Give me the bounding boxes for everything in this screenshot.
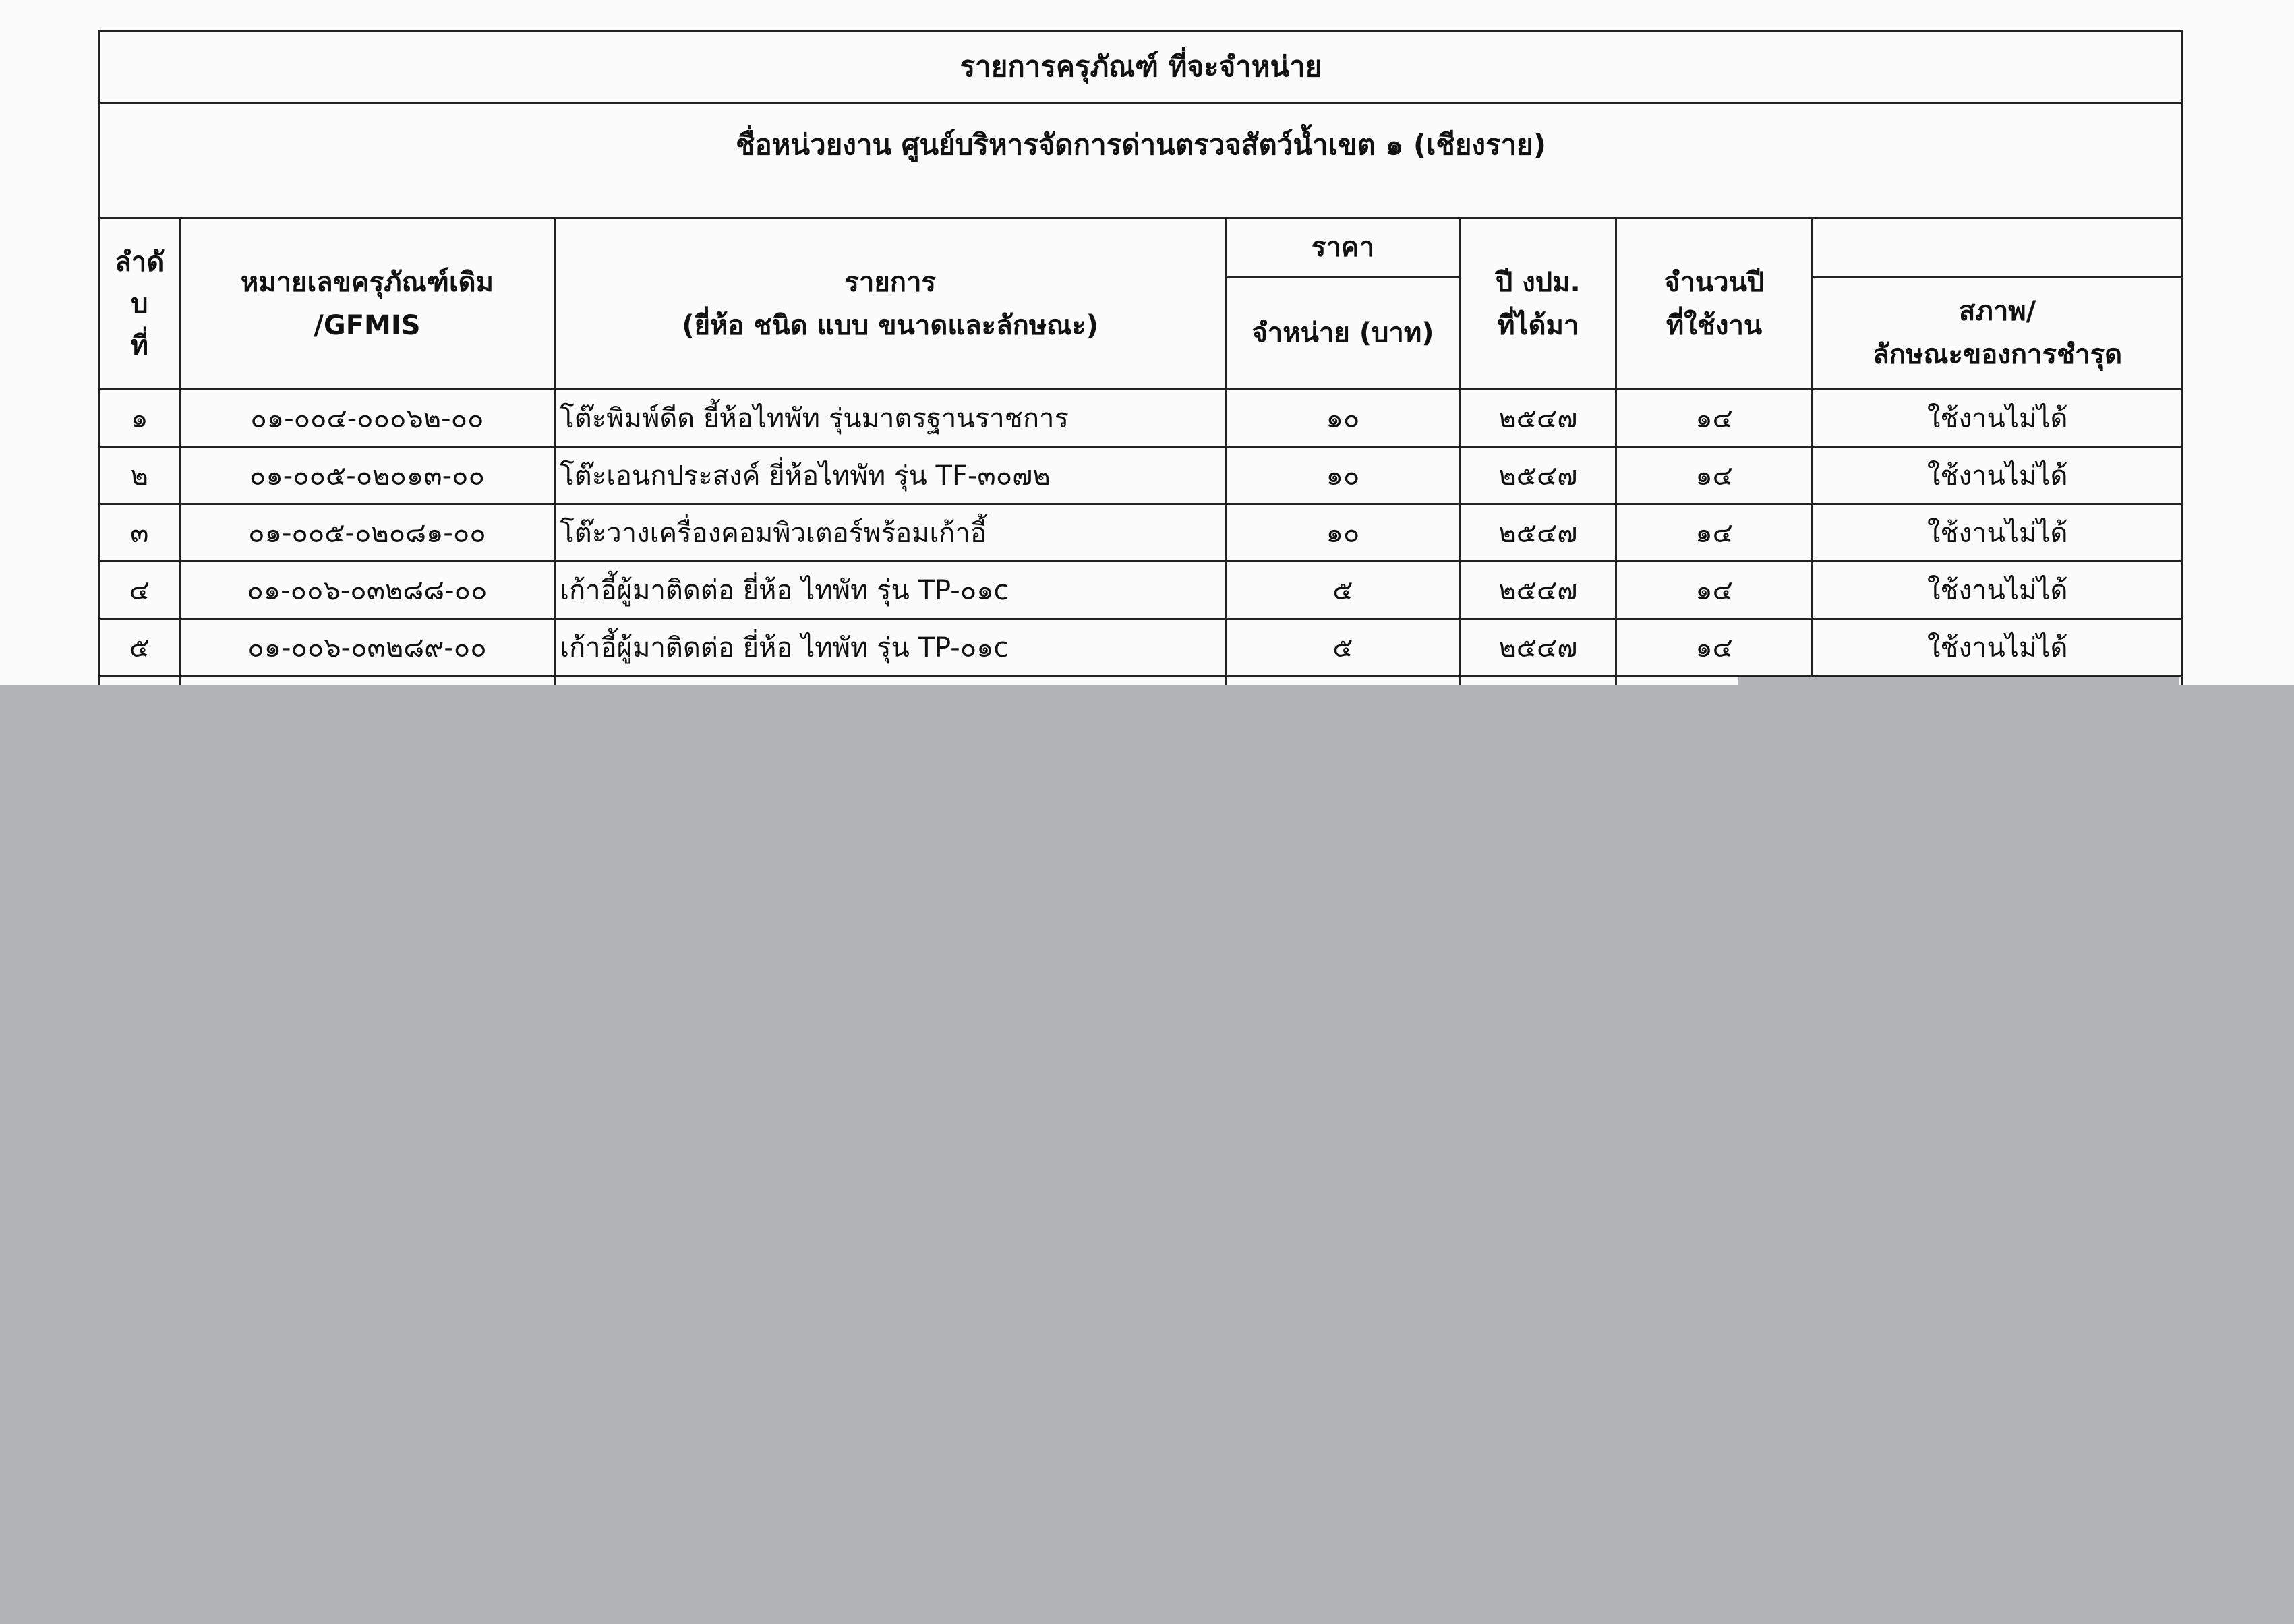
header-price-bottom: จำหน่าย (บาท) bbox=[1226, 277, 1461, 390]
cell-year: ๒๕๔๗ bbox=[1460, 504, 1616, 562]
gray-cover-overlay bbox=[0, 685, 2294, 1624]
cell-price: ๑๐ bbox=[1226, 447, 1461, 504]
cell-price: ๑๐ bbox=[1226, 504, 1461, 562]
cell-year: ๒๕๔๗ bbox=[1460, 562, 1616, 619]
header-condition-top bbox=[1813, 218, 2183, 277]
cell-condition: ใช้งานไม่ได้ bbox=[1813, 447, 2183, 504]
table-header bbox=[100, 218, 2183, 277]
cell-condition: ใช้งานไม่ได้ bbox=[1813, 619, 2183, 676]
cell-item: โต๊ะวางเครื่องคอมพิวเตอร์พร้อมเก้าอี้ bbox=[555, 504, 1226, 562]
cell-no: ๕ bbox=[100, 619, 180, 676]
cell-years-used: ๑๔ bbox=[1616, 562, 1812, 619]
cell-condition: ใช้งานไม่ได้ bbox=[1813, 562, 2183, 619]
cell-year: ๒๕๔๗ bbox=[1460, 390, 1616, 447]
cell-no: ๑ bbox=[100, 390, 180, 447]
cell-years-used: ๑๔ bbox=[1616, 504, 1812, 562]
cell-condition: ใช้งานไม่ได้ bbox=[1813, 504, 2183, 562]
header-price-top: ราคา bbox=[1226, 218, 1461, 277]
cell-year: ๒๕๔๗ bbox=[1460, 447, 1616, 504]
table-row bbox=[100, 447, 2183, 504]
header-years-used: จำนวนปี ที่ใช้งาน bbox=[1616, 218, 1812, 390]
header-item: รายการ (ยี่ห้อ ชนิด แบบ ขนาดและลักษณะ) bbox=[555, 218, 1226, 390]
header-condition: สภาพ/ ลักษณะของการชำรุด bbox=[1813, 277, 2183, 390]
header-asset-code: หมายเลขครุภัณฑ์เดิม /GFMIS bbox=[179, 218, 555, 390]
cell-price: ๕ bbox=[1226, 562, 1461, 619]
cell-code: ๐๑-๐๐๕-๐๒๐๘๑-๐๐ bbox=[179, 504, 555, 562]
cell-condition: ใช้งานไม่ได้ bbox=[1813, 390, 2183, 447]
document-title: รายการครุภัณฑ์ ที่จะจำหน่าย bbox=[100, 31, 2183, 103]
table-row bbox=[100, 619, 2183, 676]
cell-no: ๒ bbox=[100, 447, 180, 504]
agency-name: ชื่อหน่วยงาน ศูนย์บริหารจัดการด่านตรวจสัตว์น้ำเขต ๑ (เชียงราย) bbox=[100, 103, 2183, 218]
table-row bbox=[100, 390, 2183, 447]
cell-item: เก้าอี้ผู้มาติดต่อ ยี่ห้อ ไทพัท รุ่น TP-๐๑c bbox=[555, 562, 1226, 619]
cell-years-used: ๑๔ bbox=[1616, 447, 1812, 504]
cell-years-used: ๑๔ bbox=[1616, 619, 1812, 676]
cell-no: ๔ bbox=[100, 562, 180, 619]
cell-code: ๐๑-๐๐๖-๐๓๒๘๙-๐๐ bbox=[179, 619, 555, 676]
table-row bbox=[100, 504, 2183, 562]
cell-year: ๒๕๔๗ bbox=[1460, 619, 1616, 676]
cell-code: ๐๑-๐๐๔-๐๐๐๖๒-๐๐ bbox=[179, 390, 555, 447]
cell-price: ๑๐ bbox=[1226, 390, 1461, 447]
cell-code: ๐๑-๐๐๖-๐๓๒๘๘-๐๐ bbox=[179, 562, 555, 619]
cell-item: โต๊ะเอนกประสงค์ ยี่ห้อไทพัท รุ่น TF-๓๐๗๒ bbox=[555, 447, 1226, 504]
cell-no: ๓ bbox=[100, 504, 180, 562]
cell-item: เก้าอี้ผู้มาติดต่อ ยี่ห้อ ไทพัท รุ่น TP-๐๑c bbox=[555, 619, 1226, 676]
cell-code: ๐๑-๐๐๕-๐๒๐๑๓-๐๐ bbox=[179, 447, 555, 504]
header-budget-year: ปี งปม. ที่ได้มา bbox=[1460, 218, 1616, 390]
header-sequence: ลำดั บ ที่ bbox=[100, 218, 180, 390]
cell-price: ๕ bbox=[1226, 619, 1461, 676]
cell-item: โต๊ะพิมพ์ดีด ยี้ห้อไทพัท รุ่นมาตรฐานราชการ bbox=[555, 390, 1226, 447]
asset-disposal-table bbox=[98, 30, 2183, 734]
cell-years-used: ๑๔ bbox=[1616, 390, 1812, 447]
table-row bbox=[100, 562, 2183, 619]
